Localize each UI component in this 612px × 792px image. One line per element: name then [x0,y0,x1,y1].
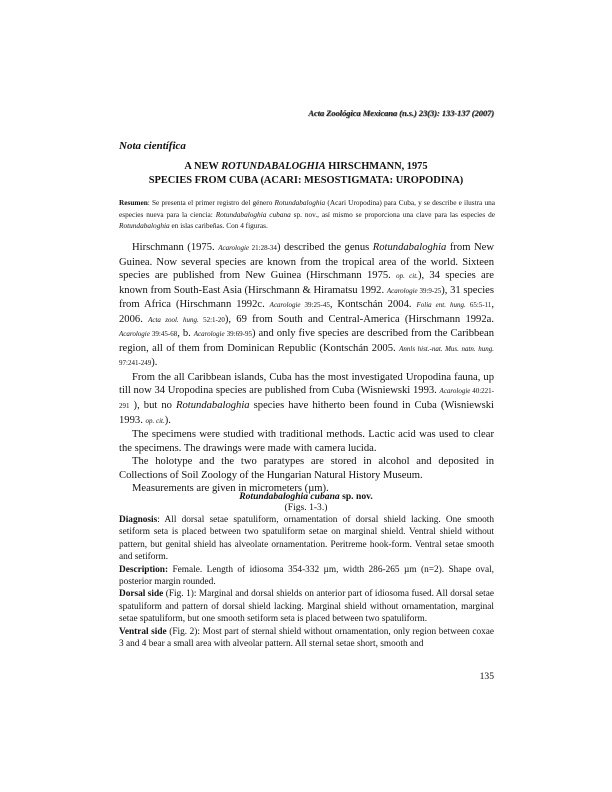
intro-paragraph-4: The holotype and the two paratypes are stored in alcohol and deposited in Collections of Soil Zoology of the Hungarian Natural History Museum. [119,456,494,481]
resumen-abstract: Resumen: Se presenta el primer registro del género Rotundabaloghia (Acari Uropodina) para Cuba, y se describe e ilustra una especies nueva para la ciencia: Rotundabaloghia cubana sp. nov., así mismo se proporciona una clave para las especies de Rotundabaloghia en islas caribeñas. Con 4 figuras. [119,198,495,230]
intro-paragraph-3: The specimens were studied with traditional methods. Lactic acid was used to clear the specimens. The drawings were made with camera lucida. [119,429,494,454]
section-label: Nota científica [119,140,186,152]
article-title-line-2: SPECIES FROM CUBA (ACARI: MESOSTIGMATA: UROPODINA) [148,175,464,186]
introduction [119,241,494,496]
intro-paragraph-5: Measurements are given in micrometers (µm). [132,483,329,495]
page-number: 135 [479,671,494,682]
description-paragraph: Description: Female. Length of idiosoma 354-332 µm, width 286-265 µm (n=2). Shape oval, posterior margin rounded. [119,564,494,588]
journal-citation: Acta Zoológica Mexicana (n.s.) 23(3): 133-137 (2007) [308,108,494,118]
figure-reference: (Figs. 1-3.) [284,502,328,513]
dorsal-side-paragraph: Dorsal side (Fig. 1): Marginal and dorsal shields on anterior part of idiosoma fused. All dorsal setae spatuliform and pattern of dorsal shield lacking. Marginal shield without ornamentation, marginal setae spatuliform, but one smooth setiform seta is placed between two spatuliform. [119,589,494,625]
intro-paragraph-1: Hirschmann (1975. Acarologie 21:28-34) described the genus Rotundabaloghia from New Guinea. Now several species are known from the tropical area of the world. Sixteen species are published from New Guinea (Hirschmann 1975. op. cit.), 34 species are known from South-East Asia (Hirschmann & Hiramatsu 1992. Acarologie 39:9-25), 31 species from Africa (Hirschmann 1992c. Acarologie 39:25-45, Kontschán 2004. Folia ent. hung. 65:5-11, 2006. Acta zool. hung. 52:1-20), 69 from South and Central-America (Hirschmann 1992a. Acarologie 39:45-68, b. Acarologie 39:69-95) and only five species are described from the Caribbean region, all of them from Dominican Republic (Kontschán 2005. Annls hist.-nat. Mus. natn. hung. 97:241-249). [119,242,495,369]
ventral-side-paragraph: Ventral side (Fig. 2): Most part of sternal shield without ornamentation, only region between coxae 3 and 4 bear a small area with alveolar pattern. All sternal setae short, smooth and [119,626,494,650]
article-title-line-1: A NEW ROTUNDABALOGHIA HIRSCHMANN, 1975 [184,161,428,172]
intro-paragraph-2: From the all Caribbean islands, Cuba has the most investigated Uropodina fauna, up till now 34 Uropodina species are published from Cuba (Wisniewski 1993. Acarologie 40:221-291 ), but no Rotundabaloghia species have hitherto been found in Cuba (Wisniewski 1993. op. cit.). [119,371,494,426]
diagnosis-paragraph: Diagnosis: All dorsal setae spatuliform, ornamentation of dorsal shield lacking. One smooth setiform seta is placed between two spatuliform setae on marginal shield. Ventral shield without pattern, but genital shield has alveolate ornamentation. Peritreme hook-form. Ventral setae smooth and setiform. [119,515,494,563]
species-description [119,514,494,650]
species-heading: Rotundabaloghia cubana sp. nov. [239,491,373,502]
